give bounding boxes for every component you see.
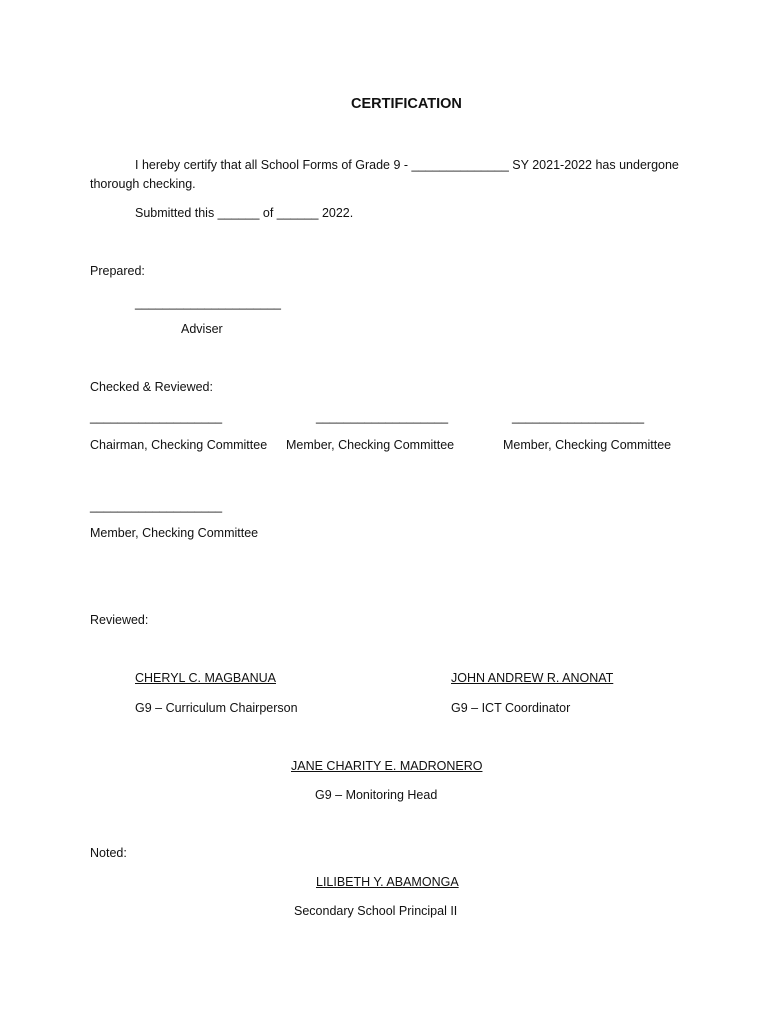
certification-body-line-1: I hereby certify that all School Forms of Grade 9 - ______________ SY 2021-2022 has undergone xyxy=(135,158,679,172)
curriculum-chair-name: CHERYL C. MAGBANUA xyxy=(135,671,277,685)
member-1-signature-line: ___________________ xyxy=(316,410,449,424)
curriculum-chair-role: G9 – Curriculum Chairperson xyxy=(135,701,298,715)
monitoring-head-name: JANE CHARITY E. MADRONERO xyxy=(291,759,483,773)
adviser-signature-line: _____________________ xyxy=(135,296,281,310)
prepared-label: Prepared: xyxy=(90,264,145,278)
member-2-signature-line: ___________________ xyxy=(512,410,645,424)
ict-coordinator-role: G9 – ICT Coordinator xyxy=(451,701,571,715)
certification-body-line-2: thorough checking. xyxy=(90,177,196,191)
submitted-date-line: Submitted this ______ of ______ 2022. xyxy=(135,206,354,220)
member-3-signature-line: ___________________ xyxy=(90,499,223,513)
member-2-role: Member, Checking Committee xyxy=(503,438,672,452)
principal-name: LILIBETH Y. ABAMONGA xyxy=(316,875,459,889)
monitoring-head-role: G9 – Monitoring Head xyxy=(315,788,438,802)
reviewed-label: Reviewed: xyxy=(90,613,149,627)
ict-coordinator-name: JOHN ANDREW R. ANONAT xyxy=(451,671,614,685)
adviser-role: Adviser xyxy=(181,322,223,336)
noted-label: Noted: xyxy=(90,846,127,860)
member-1-role: Member, Checking Committee xyxy=(286,438,455,452)
chairman-role: Chairman, Checking Committee xyxy=(90,438,268,452)
checked-reviewed-label: Checked & Reviewed: xyxy=(90,380,213,394)
chairman-signature-line: ___________________ xyxy=(90,410,223,424)
member-3-role: Member, Checking Committee xyxy=(90,526,259,540)
document-title: CERTIFICATION xyxy=(351,96,462,112)
principal-role: Secondary School Principal II xyxy=(294,904,458,918)
